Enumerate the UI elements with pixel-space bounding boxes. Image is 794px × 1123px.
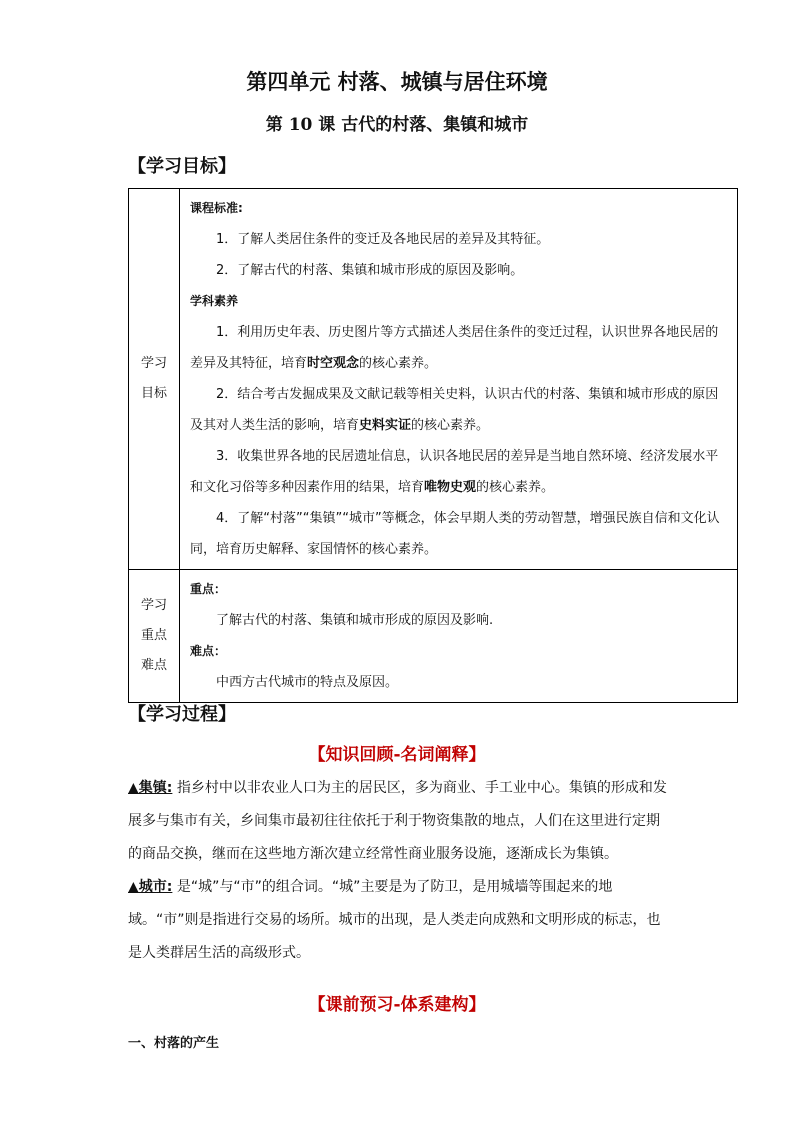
goals-row: [129, 189, 738, 570]
key-label-line2: 重点: [140, 628, 167, 643]
preview-heading: 【课前预习-体系建构】: [308, 995, 486, 1015]
goals-content: [180, 189, 738, 570]
literacy-2-tail: 的核心素养。: [411, 418, 490, 433]
literacy-item-3: [190, 441, 731, 503]
key-points-row: [129, 570, 738, 703]
section-process-heading: 【学习过程】: [128, 704, 236, 725]
literacy-item-2: [190, 379, 731, 441]
goals-label-line2: 目标: [140, 386, 167, 401]
review-heading: 【知识回顾-名词阐释】: [308, 745, 486, 765]
literacy-2-emphasis: 史料实证: [359, 418, 412, 433]
curriculum-item-1: 1．了解人类居住条件的变迁及各地民居的差异及其特征。: [216, 232, 550, 247]
literacy-3-text: 3．收集世界各地的民居遗址信息，认识各地民居的差异是当地自然环境、经济发展水平和文化习俗等多种因素作用的结果，培育: [190, 449, 719, 495]
term-jizhen: [128, 772, 668, 871]
term-chengshi-label: ▲城市:: [128, 879, 173, 895]
term-chengshi: [128, 871, 668, 970]
key-points-content: [180, 570, 738, 703]
goals-label-line1: 学习: [140, 356, 167, 371]
literacy-1-tail: 的核心素养。: [359, 356, 438, 371]
key-points-row-label: [129, 570, 180, 703]
term-jizhen-label: ▲集镇:: [128, 780, 173, 796]
key-point-heading: 重点：: [190, 582, 227, 596]
literacy-2-text: 2．结合考古发掘成果及文献记载等相关史料，认识古代的村落、集镇和城市形成的原因及其对人类生活的影响，培育: [190, 387, 719, 433]
literacy-item-4: 4．了解“村落”“集镇”“城市”等概念，体会早期人类的劳动智慧，增强民族自信和文化认同，培育历史解释、家国情怀的核心素养。: [190, 511, 720, 557]
literacy-3-tail: 的核心素养。: [476, 480, 555, 495]
difficulty-text: 中西方古代城市的特点及原因。: [216, 675, 399, 690]
goals-row-label: [129, 189, 180, 570]
literacy-1-emphasis: 时空观念: [307, 356, 360, 371]
literacy-1-text: 1．利用历史年表、历史图片等方式描述人类居住条件的变迁过程，认识世界各地民居的差异及其特征，培育: [190, 325, 719, 371]
section-goals-heading: 【学习目标】: [128, 156, 236, 177]
lesson-title: 第 10 课 古代的村落、集镇和城市: [265, 115, 529, 135]
term-chengshi-text: 是“城”与“市”的组合词。“城”主要是为了防卫，是用城墙等围起来的地域。“市”则是指进行交易的场所。城市的出现，是人类走向成熟和文明形成的标志，也是人类群居生活的高级形式。: [128, 879, 661, 961]
goals-table: [128, 188, 738, 703]
key-point-text: 了解古代的村落、集镇和城市形成的原因及影响.: [216, 613, 494, 628]
literacy-3-emphasis: 唯物史观: [424, 480, 477, 495]
difficulty-heading: 难点：: [190, 644, 227, 658]
term-jizhen-text: 指乡村中以非农业人口为主的居民区，多为商业、手工业中心。集镇的形成和发展多与集市有关，乡间集市最初往往依托于利于物资集散的地点，人们在这里进行定期的商品交换，继而在这些地方渐次建立经常性商业服务设施，逐渐成长为集镇。: [128, 780, 667, 862]
literacy-heading: 学科素养: [190, 294, 239, 308]
curriculum-item-2: 2．了解古代的村落、集镇和城市形成的原因及影响。: [216, 263, 524, 278]
section-one-heading: 一、村落的产生: [128, 1036, 220, 1051]
unit-title: 第四单元 村落、城镇与居住环境: [246, 69, 548, 94]
key-label-line1: 学习: [140, 598, 167, 613]
key-label-line3: 难点: [140, 658, 167, 673]
literacy-item-1: [190, 317, 731, 379]
curriculum-standard-heading: 课程标准:: [190, 201, 243, 215]
